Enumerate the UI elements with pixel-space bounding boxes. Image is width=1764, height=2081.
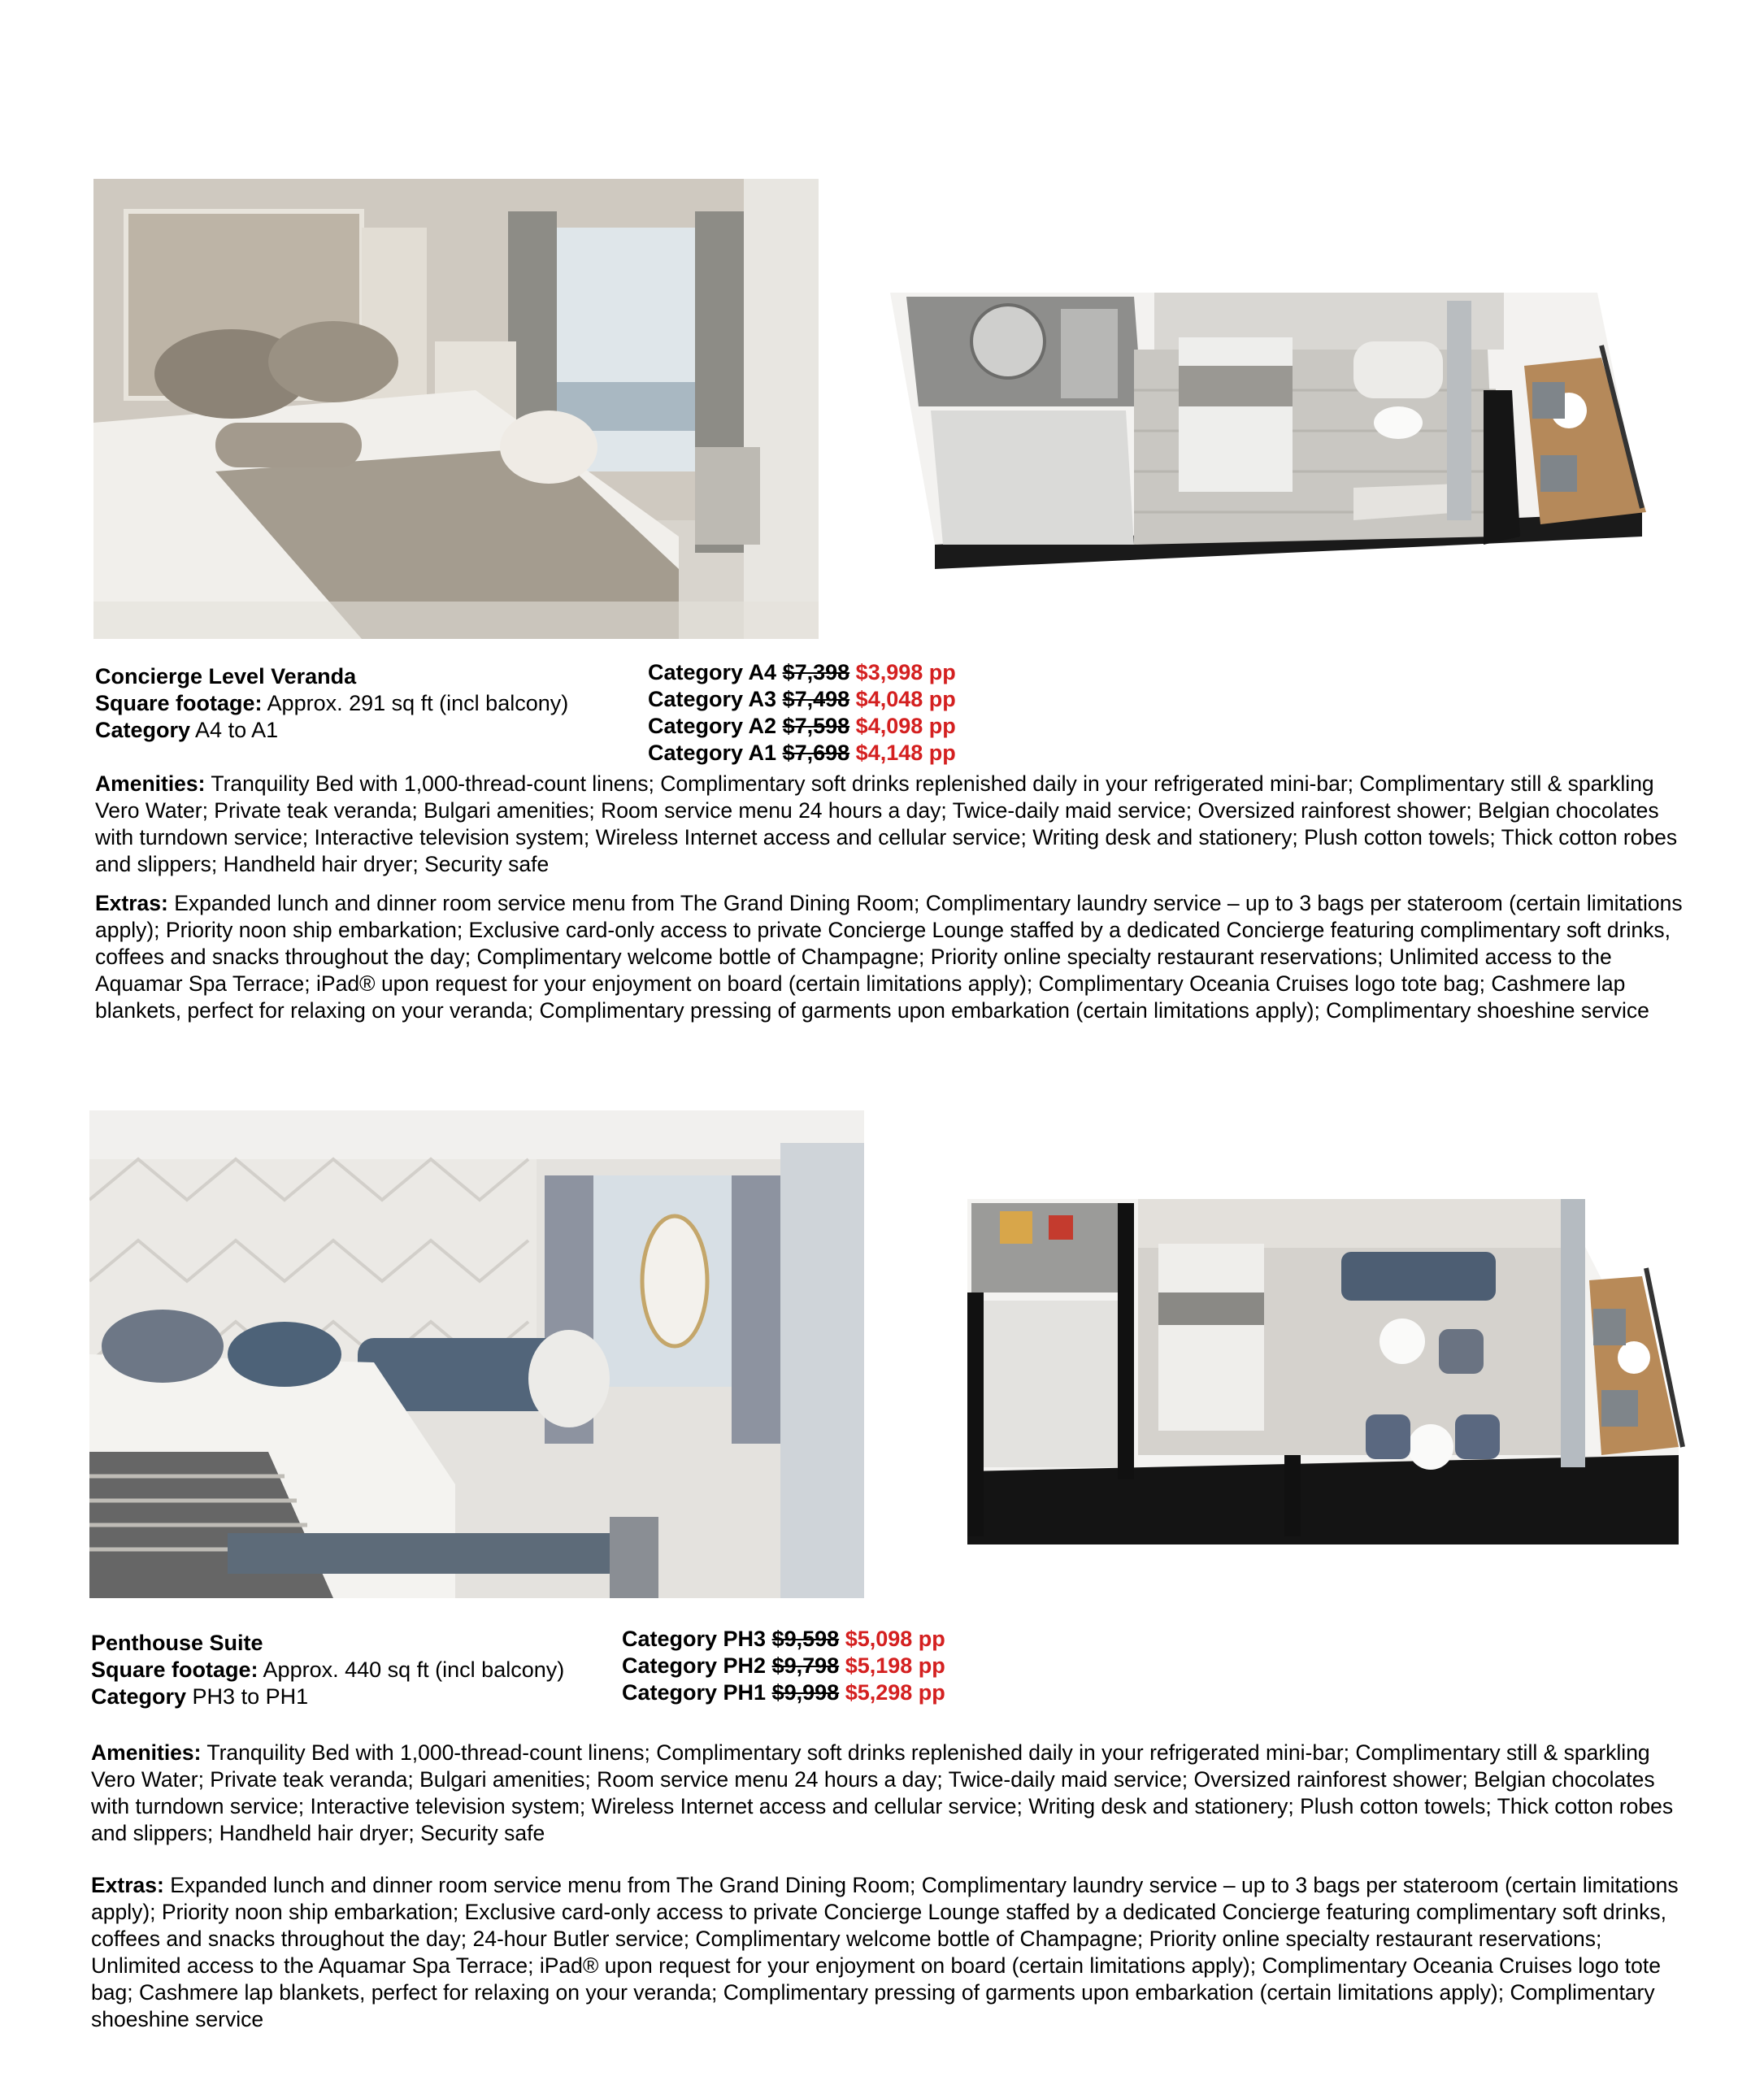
veranda-floor-plan <box>841 276 1654 585</box>
penthouse-extras: Extras: Expanded lunch and dinner room service menu from The Grand Dining Room; Complimentary laundry service – up to 3 bags per stateroom (certain limitations apply); Priority noon ship embarkation; Exclusive card-only access to private Concierge Lounge staffed by a dedicated Concierge featuring complimentary soft drinks, coffees and snacks throughout the day; 24-hour Butler service; Complimentary welcome bottle of Champagne; Priority online specialty restaurant reservations; Unlimited access to the Aquamar Spa Terrace; iPad® upon request for your enjoyment on board (certain limitations apply); Complimentary Oceania Cruises logo tote bag; Cashmere lap blankets, perfect for relaxing on your veranda; Complimentary pressing of garments upon embarkation (certain limitations apply); Complimentary shoeshine service <box>91 1873 1679 2031</box>
veranda-info <box>95 663 656 744</box>
veranda-extras: Extras: Expanded lunch and dinner room service menu from The Grand Dining Room; Complimentary laundry service – up to 3 bags per stateroom (certain limitations apply); Priority noon ship embarkation; Exclusive card-only access to private Concierge Lounge staffed by a dedicated Concierge featuring complimentary soft drinks, coffees and snacks throughout the day; Complimentary welcome bottle of Champagne; Priority online specialty restaurant reservations; Unlimited access to the Aquamar Spa Terrace; iPad® upon request for your enjoyment on board (certain limitations apply); Complimentary Oceania Cruises logo tote bag; Cashmere lap blankets, perfect for relaxing on your veranda; Complimentary pressing of garments upon embarkation (certain limitations apply); Complimentary shoeshine service <box>95 891 1683 1023</box>
veranda-amenities: Amenities: Tranquility Bed with 1,000-thread-count linens; Complimentary soft drinks replenished daily in your refrigerated mini-bar; Complimentary still & sparkling Vero Water; Private teak veranda; Bulgari amenities; Room service menu 24 hours a day; Twice-daily maid service; Oversized rainforest shower; Belgian chocolates with turndown service; Interactive television system; Wireless Internet access and cellular service; Writing desk and stationery; Plush cotton towels; Thick cotton robes and slippers; Handheld hair dryer; Security safe <box>95 771 1678 876</box>
original-price: $7,398 <box>782 660 850 684</box>
sale-price: $4,048 pp <box>855 687 956 711</box>
original-price: $9,998 <box>771 1680 840 1705</box>
penthouse-room-photo <box>89 1110 864 1598</box>
price-row: Category PH3 $9,598 $5,098 pp <box>622 1627 945 1651</box>
penthouse-suite-name: Penthouse Suite <box>91 1631 263 1655</box>
sale-price: $4,098 pp <box>855 714 956 738</box>
price-row: Category PH1 $9,998 $5,298 pp <box>622 1680 945 1705</box>
price-row: Category A1 $7,698 $4,148 pp <box>648 741 956 765</box>
veranda-suite-name: Concierge Level Veranda <box>95 664 357 689</box>
original-price: $9,598 <box>771 1627 840 1651</box>
original-price: $9,798 <box>771 1653 840 1678</box>
penthouse-category-range: Category PH3 to PH1 <box>91 1684 309 1709</box>
original-price: $7,698 <box>782 741 850 765</box>
original-price: $7,498 <box>782 687 850 711</box>
penthouse-amenities: Amenities: Tranquility Bed with 1,000-thread-count linens; Complimentary soft drinks replenished daily in your refrigerated mini-bar; Complimentary still & sparkling Vero Water; Private teak veranda; Bulgari amenities; Room service menu 24 hours a day; Twice-daily maid service; Oversized rainforest shower; Belgian chocolates with turndown service; Interactive television system; Wireless Internet access and cellular service; Writing desk and stationery; Plush cotton towels; Thick cotton robes and slippers; Handheld hair dryer; Security safe <box>91 1740 1674 1845</box>
price-row: Category A4 $7,398 $3,998 pp <box>648 660 956 684</box>
sale-price: $4,148 pp <box>855 741 956 765</box>
veranda-price-list <box>648 659 956 767</box>
sale-price: $5,298 pp <box>845 1680 945 1705</box>
penthouse-floor-plan <box>943 1187 1687 1544</box>
veranda-footage: Square footage: Approx. 291 sq ft (incl balcony) <box>95 691 569 715</box>
price-row: Category A3 $7,498 $4,048 pp <box>648 687 956 711</box>
penthouse-footage: Square footage: Approx. 440 sq ft (incl balcony) <box>91 1657 565 1682</box>
penthouse-info <box>91 1630 652 1710</box>
sale-price: $5,098 pp <box>845 1627 945 1651</box>
veranda-room-photo <box>93 179 819 639</box>
original-price: $7,598 <box>782 714 850 738</box>
price-row: Category A2 $7,598 $4,098 pp <box>648 714 956 738</box>
penthouse-price-list <box>622 1626 945 1706</box>
sale-price: $5,198 pp <box>845 1653 945 1678</box>
veranda-category-range: Category A4 to A1 <box>95 718 279 742</box>
sale-price: $3,998 pp <box>855 660 956 684</box>
price-row: Category PH2 $9,798 $5,198 pp <box>622 1653 945 1678</box>
